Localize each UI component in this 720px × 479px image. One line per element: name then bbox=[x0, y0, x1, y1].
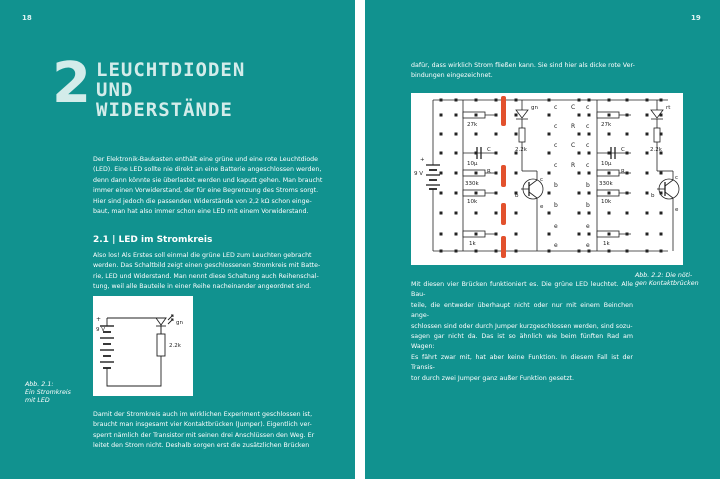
contact-point bbox=[608, 152, 611, 155]
jumper-board-schematic bbox=[411, 93, 683, 265]
text-line: rie, LED und Widerstand. Man nennt diese Schaltung auch Reihenschal- bbox=[93, 272, 319, 280]
middle-column-labels bbox=[554, 104, 590, 249]
column-letter: R bbox=[571, 162, 576, 169]
label-10k-right: 10k bbox=[601, 199, 612, 205]
contact-point bbox=[660, 114, 663, 117]
contact-point bbox=[646, 250, 649, 253]
contact-point bbox=[455, 192, 458, 195]
contact-point bbox=[626, 152, 629, 155]
contact-point bbox=[646, 172, 649, 175]
label-R-right: R bbox=[621, 169, 625, 175]
contact-point bbox=[548, 192, 551, 195]
figure-jumper-board bbox=[411, 93, 683, 265]
contact-point bbox=[608, 114, 611, 117]
text-line: werden. Das Schaltbild zeigt einen geschlossenen Stromkreis mit Batte- bbox=[93, 262, 321, 270]
contact-point bbox=[626, 250, 629, 253]
contact-point bbox=[588, 212, 591, 215]
contact-point bbox=[646, 114, 649, 117]
contact-point bbox=[608, 212, 611, 215]
contact-point bbox=[475, 192, 478, 195]
label-2.2k-left: 2.2k bbox=[515, 147, 527, 153]
contact-point bbox=[495, 212, 498, 215]
contact-point bbox=[440, 250, 443, 253]
contact-point bbox=[495, 99, 498, 102]
contact-point bbox=[515, 233, 518, 236]
label-C-left: C bbox=[487, 147, 491, 153]
column-letter: b bbox=[586, 182, 590, 189]
contact-point bbox=[455, 233, 458, 236]
contact-point bbox=[578, 192, 581, 195]
contact-point bbox=[660, 212, 663, 215]
contact-point bbox=[608, 172, 611, 175]
contact-point bbox=[608, 233, 611, 236]
text-line: sagen gar nicht da. Das ist so ähnlich wie beim fünften Rad am Wagen: bbox=[411, 333, 633, 351]
chapter-title-line: LEUCHTDIODEN bbox=[96, 59, 246, 81]
label-10k-left: 10k bbox=[467, 199, 478, 205]
contact-point bbox=[578, 212, 581, 215]
resistor-label: 2.2k bbox=[169, 343, 181, 349]
contact-point bbox=[660, 250, 663, 253]
label-c-left: c bbox=[540, 177, 544, 183]
contact-point bbox=[578, 250, 581, 253]
contact-point bbox=[660, 192, 663, 195]
contact-point bbox=[475, 250, 478, 253]
contact-point bbox=[440, 133, 443, 136]
contact-point bbox=[626, 212, 629, 215]
contact-point bbox=[475, 233, 478, 236]
contact-point bbox=[588, 172, 591, 175]
text-line: baut, man hat also immer schon eine LED mit einem Vorwiderstand. bbox=[93, 208, 309, 216]
contact-point bbox=[475, 114, 478, 117]
page-number-right: 19 bbox=[691, 14, 701, 22]
right-page bbox=[365, 0, 720, 479]
contact-point bbox=[588, 192, 591, 195]
contact-point bbox=[646, 233, 649, 236]
text-line: Hier sind jedoch die passenden Widerstände von 2,2 kΩ schon einge- bbox=[93, 197, 312, 205]
contact-point bbox=[608, 133, 611, 136]
top-paragraph-right bbox=[411, 61, 651, 82]
column-letter: e bbox=[586, 242, 590, 249]
contact-point bbox=[548, 99, 551, 102]
contact-point bbox=[578, 99, 581, 102]
contact-point bbox=[515, 212, 518, 215]
label-b-right: b bbox=[651, 193, 655, 199]
label-27k-left: 27k bbox=[467, 122, 478, 128]
contact-point bbox=[440, 152, 443, 155]
text-line: Damit der Stromkreis auch im wirklichen Experiment geschlossen ist, bbox=[93, 411, 313, 418]
contact-point bbox=[455, 152, 458, 155]
label-10u-left: 10µ bbox=[467, 161, 478, 167]
contact-point bbox=[495, 152, 498, 155]
bottom-paragraph-right bbox=[411, 280, 633, 384]
plus-sign: + bbox=[420, 157, 425, 163]
contact-point bbox=[660, 233, 663, 236]
contact-point bbox=[646, 212, 649, 215]
caption-line: Ein Stromkreis bbox=[25, 389, 71, 396]
column-letter: e bbox=[554, 242, 558, 249]
bottom-paragraph-left bbox=[93, 410, 331, 452]
column-letter: b bbox=[554, 202, 558, 209]
text-line: bindungen eingezeichnet. bbox=[411, 72, 493, 80]
label-gn: gn bbox=[531, 105, 538, 111]
plus-sign: + bbox=[96, 316, 102, 323]
contact-point bbox=[646, 133, 649, 136]
label-1k-left: 1k bbox=[469, 241, 476, 247]
battery-label: 9 V bbox=[96, 327, 106, 333]
contact-point bbox=[578, 114, 581, 117]
column-letter: c bbox=[554, 104, 558, 111]
figure-led-circuit bbox=[93, 296, 193, 396]
contact-point bbox=[626, 172, 629, 175]
chapter-number: 2 bbox=[52, 51, 91, 116]
contact-point bbox=[495, 233, 498, 236]
contact-point bbox=[588, 152, 591, 155]
left-page bbox=[0, 0, 355, 479]
contact-point bbox=[578, 233, 581, 236]
figure-caption-1 bbox=[25, 381, 85, 405]
label-1k-right: 1k bbox=[603, 241, 610, 247]
contact-point bbox=[548, 172, 551, 175]
column-letter: c bbox=[554, 162, 558, 169]
label-e-right: e bbox=[675, 207, 679, 213]
contact-point bbox=[548, 250, 551, 253]
contact-point bbox=[646, 99, 649, 102]
contact-point bbox=[646, 152, 649, 155]
column-letter: c bbox=[586, 162, 590, 169]
intro-paragraph bbox=[93, 155, 331, 217]
label-27k-right: 27k bbox=[601, 122, 612, 128]
column-letter: b bbox=[586, 202, 590, 209]
contact-point bbox=[475, 172, 478, 175]
caption-line: Abb. 2.2: Die nöti- bbox=[635, 272, 693, 279]
label-b-left: b bbox=[515, 193, 519, 199]
column-letter: c bbox=[586, 123, 590, 130]
chapter-title-line: WIDERSTÄNDE bbox=[96, 99, 233, 121]
caption-line: mit LED bbox=[25, 397, 50, 404]
chapter-title bbox=[96, 60, 336, 120]
column-letter: e bbox=[586, 223, 590, 230]
contact-point bbox=[626, 233, 629, 236]
contact-point bbox=[626, 192, 629, 195]
contact-point bbox=[440, 99, 443, 102]
column-letter: R bbox=[571, 123, 576, 130]
text-line: immer einen Vorwiderstand, der für eine Begrenzung des Stroms sorgt. bbox=[93, 187, 319, 195]
jumper-bar bbox=[501, 165, 506, 187]
section-paragraph bbox=[93, 251, 331, 293]
contact-point bbox=[608, 192, 611, 195]
text-line: Also los! Als Erstes soll einmal die grüne LED zum Leuchten gebracht bbox=[93, 252, 312, 259]
contact-point bbox=[626, 114, 629, 117]
contact-point bbox=[548, 133, 551, 136]
contact-point bbox=[548, 233, 551, 236]
led-label: gn bbox=[176, 320, 183, 326]
label-c-right: c bbox=[675, 175, 679, 181]
contact-point bbox=[626, 133, 629, 136]
contact-point bbox=[588, 250, 591, 253]
contact-point bbox=[578, 152, 581, 155]
contact-point bbox=[548, 152, 551, 155]
text-line: leitet den Strom nicht. Deshalb sorgen erst die zusätzlichen Brücken bbox=[93, 442, 310, 450]
jumper-bar bbox=[501, 96, 506, 126]
contact-point bbox=[646, 192, 649, 195]
contact-point bbox=[515, 133, 518, 136]
label-2.2k-right: 2.2k bbox=[650, 147, 662, 153]
jumper-bar bbox=[501, 236, 506, 258]
label-C-right: C bbox=[621, 147, 625, 153]
column-letter: c bbox=[554, 142, 558, 149]
caption-line: gen Kontaktbrücken bbox=[635, 280, 699, 287]
text-line: dafür, dass wirklich Strom fließen kann. Sie sind hier als dicke rote Ver- bbox=[411, 62, 635, 69]
chapter-title-line: UND bbox=[96, 79, 134, 101]
column-letter: C bbox=[571, 104, 576, 111]
contact-point bbox=[475, 133, 478, 136]
contact-point bbox=[475, 152, 478, 155]
text-line: (LED). Eine LED sollte nie direkt an eine Batterie angeschlossen werden, bbox=[93, 166, 322, 174]
contact-point bbox=[440, 114, 443, 117]
contact-point bbox=[660, 172, 663, 175]
contact-point bbox=[495, 250, 498, 253]
label-330k-right: 330k bbox=[599, 181, 613, 187]
contact-point bbox=[608, 99, 611, 102]
contact-point bbox=[495, 172, 498, 175]
jumper-group bbox=[501, 96, 506, 258]
column-letter: c bbox=[554, 123, 558, 130]
text-line: Mit diesen vier Brücken funktioniert es. Die grüne LED leuchtet. Alle Bau- bbox=[411, 281, 633, 299]
page-number-left: 18 bbox=[22, 14, 32, 22]
contact-point bbox=[515, 250, 518, 253]
text-line: schlossen sind oder durch Jumper kurzgeschlossen werden, sind sozu- bbox=[411, 322, 633, 330]
battery-label: 9 V bbox=[414, 171, 424, 177]
column-letter: c bbox=[586, 104, 590, 111]
contact-point bbox=[495, 133, 498, 136]
contact-point bbox=[455, 99, 458, 102]
text-line: sperrt nämlich der Transistor mit seinen drei Anschlüssen den Weg. Er bbox=[93, 431, 315, 439]
text-line: tung, weil alle Bauteile in einer Reihe nacheinander angeordnet sind. bbox=[93, 283, 312, 291]
contact-point bbox=[455, 114, 458, 117]
contact-point bbox=[440, 212, 443, 215]
label-R-left: R bbox=[487, 169, 491, 175]
label-10u-right: 10µ bbox=[601, 161, 612, 167]
column-letter: e bbox=[554, 223, 558, 230]
contact-point bbox=[588, 133, 591, 136]
contact-point bbox=[495, 192, 498, 195]
label-e-left: e bbox=[540, 204, 544, 210]
contact-point bbox=[455, 250, 458, 253]
contact-point bbox=[440, 233, 443, 236]
contact-point bbox=[515, 172, 518, 175]
contact-point bbox=[440, 172, 443, 175]
label-rt: rt bbox=[666, 105, 671, 111]
contact-point bbox=[578, 133, 581, 136]
section-heading: 2.1 | LED im Stromkreis bbox=[93, 235, 213, 245]
text-line: Es fährt zwar mit, hat aber keine Funktion. In diesem Fall ist der Transis- bbox=[411, 353, 633, 372]
label-330k-left: 330k bbox=[465, 181, 479, 187]
contact-point bbox=[660, 99, 663, 102]
caption-line: Abb. 2.1: bbox=[25, 381, 54, 388]
contact-point bbox=[578, 172, 581, 175]
contact-point bbox=[455, 133, 458, 136]
contact-point bbox=[475, 99, 478, 102]
contact-point bbox=[608, 250, 611, 253]
contact-point bbox=[455, 172, 458, 175]
text-line: teile, die entweder überhaupt nicht oder nur mit einem Beinchen ange- bbox=[411, 301, 633, 320]
text-line: denn dann könnte sie überlastet werden und kaputt gehen. Man braucht bbox=[93, 176, 323, 184]
contact-point bbox=[588, 233, 591, 236]
text-line: braucht man insgesamt vier Kontaktbrücken (Jumper). Eigentlich ver- bbox=[93, 421, 312, 429]
contact-point bbox=[548, 212, 551, 215]
contact-point bbox=[588, 99, 591, 102]
column-letter: C bbox=[571, 142, 576, 149]
contact-point bbox=[455, 212, 458, 215]
figure-caption-2 bbox=[635, 272, 715, 288]
contact-point bbox=[548, 114, 551, 117]
contact-point bbox=[495, 114, 498, 117]
contact-point bbox=[440, 192, 443, 195]
text-line: Der Elektronik-Baukasten enthält eine grüne und eine rote Leuchtdiode bbox=[93, 156, 319, 163]
contact-point bbox=[626, 99, 629, 102]
contact-point bbox=[475, 212, 478, 215]
contact-point bbox=[588, 114, 591, 117]
contact-point bbox=[515, 114, 518, 117]
column-letter: b bbox=[554, 182, 558, 189]
contact-point bbox=[660, 133, 663, 136]
contact-point bbox=[515, 99, 518, 102]
led-circuit-schematic bbox=[93, 296, 193, 396]
text-line: tor durch zwei Jumper ganz außer Funktion gesetzt. bbox=[411, 374, 575, 382]
column-letter: c bbox=[586, 142, 590, 149]
jumper-bar bbox=[501, 203, 506, 225]
